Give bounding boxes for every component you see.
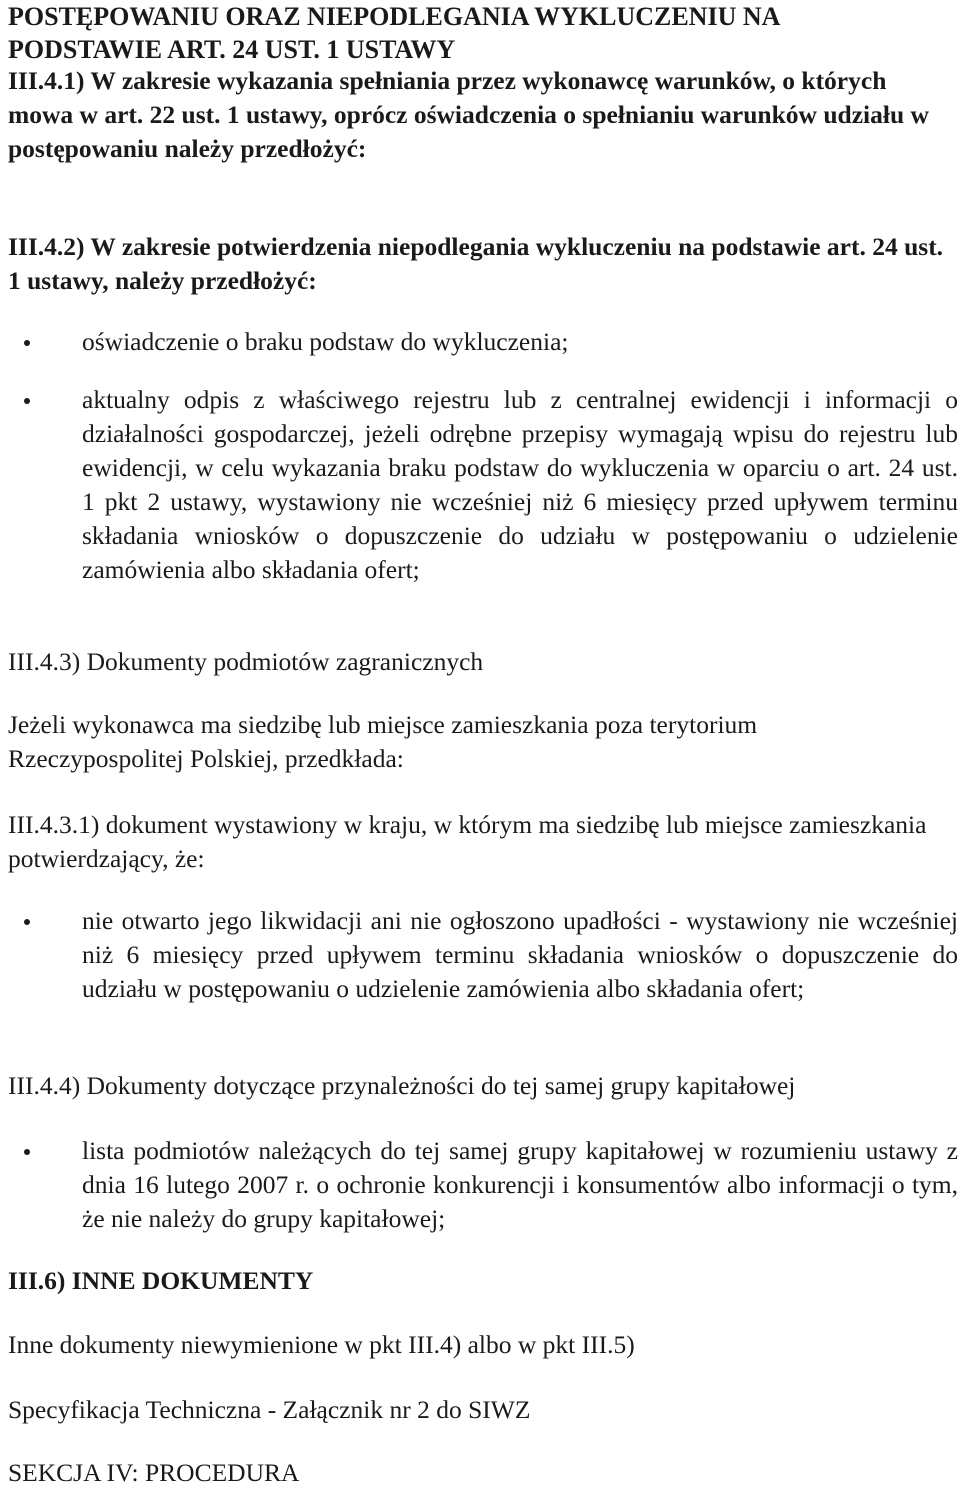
list-item-text: oświadczenie o braku podstaw do wykluczenia; — [82, 327, 569, 356]
bullet-icon — [24, 398, 30, 404]
list-capital-group-docs — [8, 1134, 958, 1236]
paragraph-other-docs: Inne dokumenty niewymienione w pkt III.4) albo w pkt III.5) — [8, 1330, 635, 1359]
paragraph-foreign-contractor: Jeżeli wykonawca ma siedzibę lub miejsce zamieszkania poza terytorium Rzeczypospolitej Polskiej, przedkłada: — [8, 710, 758, 773]
section-iii-4-3-1: III.4.3.1) dokument wystawiony w kraju, w którym ma siedzibę lub miejsce zamieszkania potwierdzający, że: — [8, 810, 927, 873]
list-item — [8, 1134, 958, 1236]
list-item — [8, 904, 958, 1006]
list-item-text: aktualny odpis z właściwego rejestru lub z centralnej ewidencji i informacji o działalności gospodarczej, jeżeli odrębne przepisy wymagają wpisu do rejestru lub ewidencji, w celu wykazania braku podstaw do wykluczenia w oparciu o art. 24 ust. 1 pkt 2 ustawy, wystawiony nie wcześniej niż 6 miesięcy przed upływem terminu składania wniosków o dopuszczenie do udziału w postępowaniu o udzielenie zamówienia albo składania ofert; — [82, 385, 958, 584]
section-iii-4-3: III.4.3) Dokumenty podmiotów zagranicznych — [8, 647, 484, 676]
bullet-icon — [24, 340, 30, 346]
paragraph-technical-spec: Specyfikacja Techniczna - Załącznik nr 2 do SIWZ — [8, 1395, 531, 1424]
list-item — [8, 325, 958, 359]
section-iv-heading: SEKCJA IV: PROCEDURA — [8, 1458, 300, 1487]
list-item-text: nie otwarto jego likwidacji ani nie ogłoszono upadłości - wystawiony nie wcześniej niż 6 miesięcy przed upływem terminu składania wniosków o dopuszczenie do udziału w postępowaniu o udzielenie zamówienia albo składania ofert; — [82, 906, 958, 1003]
section-iii-4-4: III.4.4) Dokumenty dotyczące przynależności do tej samej grupy kapitałowej — [8, 1071, 796, 1100]
bullet-icon — [24, 919, 30, 925]
section-iii-4-2: III.4.2) W zakresie potwierdzenia niepodlegania wykluczeniu na podstawie art. 24 ust. 1 ustawy, należy przedłożyć: — [8, 232, 944, 295]
heading-top: POSTĘPOWANIU ORAZ NIEPODLEGANIA WYKLUCZENIU NA PODSTAWIE ART. 24 UST. 1 USTAWY — [8, 2, 779, 64]
list-item-text: lista podmiotów należących do tej samej grupy kapitałowej w rozumieniu ustawy z dnia 16 lutego 2007 r. o ochronie konkurencji i konsumentów albo informacji o tym, że nie należy do grupy kapitałowej; — [82, 1136, 958, 1233]
list-exclusion-docs — [8, 325, 958, 587]
section-iii-6: III.6) INNE DOKUMENTY — [8, 1266, 314, 1295]
list-foreign-docs — [8, 904, 958, 1006]
section-iii-4-1: III.4.1) W zakresie wykazania spełniania przez wykonawcę warunków, o których mowa w art. 22 ust. 1 ustawy, oprócz oświadczenia o spełnianiu warunków udziału w postępowaniu należy przedłożyć: — [8, 66, 929, 163]
list-item — [8, 383, 958, 587]
bullet-icon — [24, 1149, 30, 1155]
